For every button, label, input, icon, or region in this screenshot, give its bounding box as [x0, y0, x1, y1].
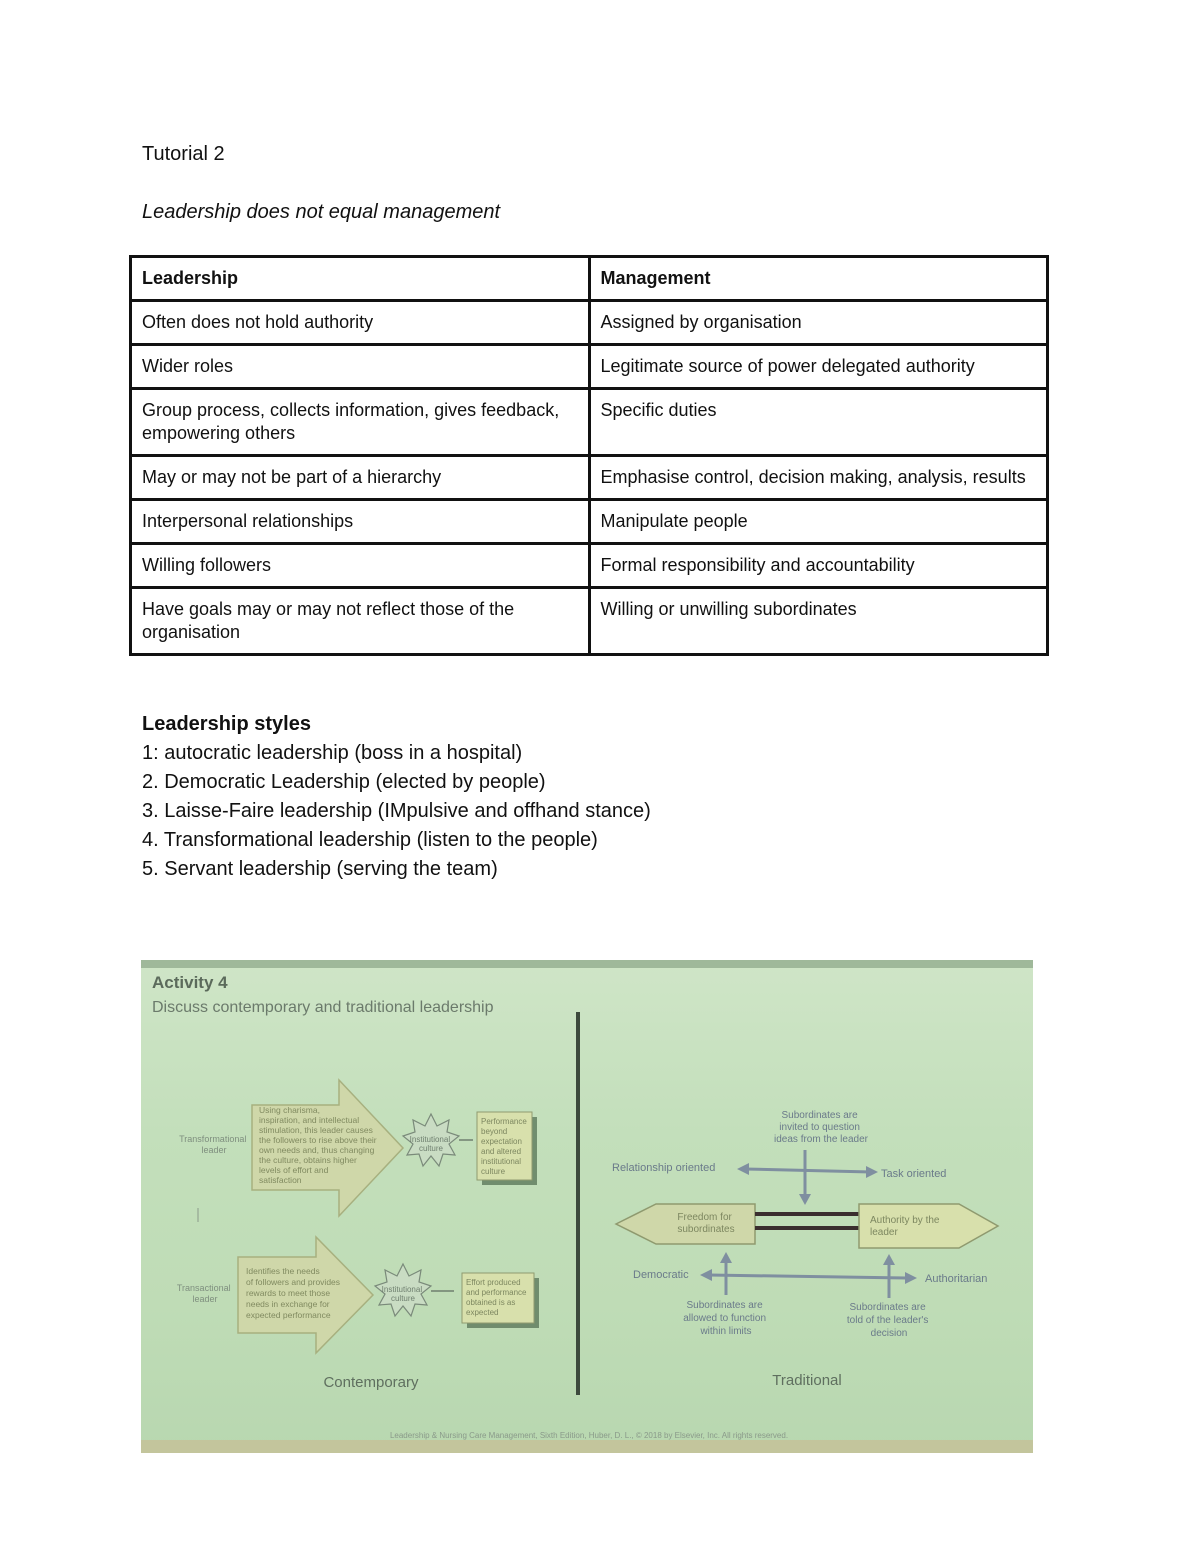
cell-leadership: Often does not hold authority	[131, 301, 590, 345]
cell-management: Assigned by organisation	[589, 301, 1048, 345]
cell-leadership: Willing followers	[131, 544, 590, 588]
transactional-arrow-text: Identifies the needs of followers and provides rewards to meet those needs in exchange for expected performance	[246, 1266, 341, 1320]
photo-bottom-strip	[141, 1440, 1033, 1453]
table-row	[131, 500, 1048, 544]
slide-divider	[576, 1012, 580, 1395]
task-label: Task oriented	[881, 1168, 947, 1180]
list-item: 1: autocratic leadership (boss in a hospital)	[142, 742, 523, 764]
transactional-culture-label: Institutional culture	[381, 1285, 423, 1303]
allowed-arrowhead	[720, 1252, 732, 1263]
transformational-result-text: Performance beyond expectation and altered institutional culture	[481, 1117, 527, 1176]
comparison-table	[129, 255, 1049, 656]
relationship-arrowhead	[737, 1163, 749, 1175]
slide-heading: Activity 4	[152, 973, 228, 992]
allowed-label: Subordinates are allowed to function within limits	[683, 1300, 767, 1337]
cell-management: Legitimate source of power delegated authority	[589, 345, 1048, 389]
cell-leadership: May or may not be part of a hierarchy	[131, 456, 590, 500]
question-arrowhead	[799, 1194, 811, 1205]
told-arrowhead	[883, 1254, 895, 1265]
table-row	[131, 456, 1048, 500]
list-item: 3. Laisse-Faire leadership (IMpulsive and offhand stance)	[142, 800, 651, 822]
democratic-arrowhead	[700, 1269, 712, 1281]
transactional-leader-label: Transactional leader	[176, 1283, 231, 1304]
transformational-arrow-text: Using charisma, inspiration, and intellectual stimulation, this leader causes the followers to rise above their own needs and, thus changing the culture, obtains higher levels of effort and satisfaction	[259, 1105, 377, 1185]
freedom-label: Freedom for subordinates	[677, 1212, 735, 1235]
cell-leadership: Group process, collects information, gives feedback, empowering others	[131, 389, 590, 456]
task-arrowhead	[866, 1166, 878, 1178]
styles-heading: Leadership styles	[142, 713, 311, 735]
authority-label: Authority by the leader	[870, 1215, 940, 1238]
cell-leadership: Wider roles	[131, 345, 590, 389]
leadership-styles	[142, 710, 651, 884]
table-row	[131, 389, 1048, 456]
authoritarian-label: Authoritarian	[925, 1273, 988, 1285]
table-row	[131, 345, 1048, 389]
table-row	[131, 301, 1048, 345]
list-item: 4. Transformational leadership (listen to the people)	[142, 829, 598, 851]
relationship-label: Relationship oriented	[612, 1162, 716, 1174]
transactional-result-text: Effort produced and performance obtained is as expected	[466, 1278, 527, 1317]
cell-management: Willing or unwilling subordinates	[589, 588, 1048, 655]
table-row	[131, 544, 1048, 588]
transformational-culture-label: Institutional culture	[409, 1135, 451, 1153]
democratic-authoritarian-axis	[709, 1275, 907, 1278]
traditional-diagram	[612, 1110, 998, 1339]
slide-photo	[141, 960, 1033, 1453]
cell-management: Formal responsibility and accountability	[589, 544, 1048, 588]
slide-diagram	[141, 960, 1033, 1453]
told-label: Subordinates are told of the leader's decision	[846, 1302, 929, 1339]
photo-top-strip	[141, 960, 1033, 968]
table-row	[131, 588, 1048, 655]
document-title: Tutorial 2	[142, 143, 225, 165]
transactional-row	[177, 1237, 539, 1353]
question-label: Subordinates are invited to question ideas from the leader	[774, 1110, 868, 1145]
slide-footer: Leadership & Nursing Care Management, Sixth Edition, Huber, D. L., © 2018 by Elsevier, Inc. All rights reserved.	[389, 1431, 789, 1440]
header-management: Management	[589, 257, 1048, 301]
cell-management: Manipulate people	[589, 500, 1048, 544]
transformational-leader-label: Transformational leader	[179, 1134, 247, 1155]
document-subtitle: Leadership does not equal management	[142, 201, 501, 223]
cell-management: Emphasise control, decision making, analysis, results	[589, 456, 1048, 500]
democratic-label: Democratic	[633, 1269, 689, 1281]
list-item: 5. Servant leadership (serving the team)	[142, 858, 498, 880]
contemporary-label: Contemporary	[323, 1374, 419, 1391]
table-header-row	[131, 257, 1048, 301]
bar-bottom	[755, 1226, 859, 1230]
traditional-label: Traditional	[772, 1372, 842, 1389]
cell-leadership: Interpersonal relationships	[131, 500, 590, 544]
transformational-row	[179, 1080, 537, 1216]
cell-leadership: Have goals may or may not reflect those of the organisation	[131, 588, 590, 655]
slide-subheading: Discuss contemporary and traditional leadership	[152, 999, 494, 1016]
authoritarian-arrowhead	[905, 1272, 917, 1284]
cell-management: Specific duties	[589, 389, 1048, 456]
bar-top	[755, 1212, 859, 1216]
header-leadership: Leadership	[131, 257, 590, 301]
list-item: 2. Democratic Leadership (elected by people)	[142, 771, 546, 793]
relationship-task-axis	[745, 1169, 871, 1172]
authority-box	[859, 1204, 998, 1248]
